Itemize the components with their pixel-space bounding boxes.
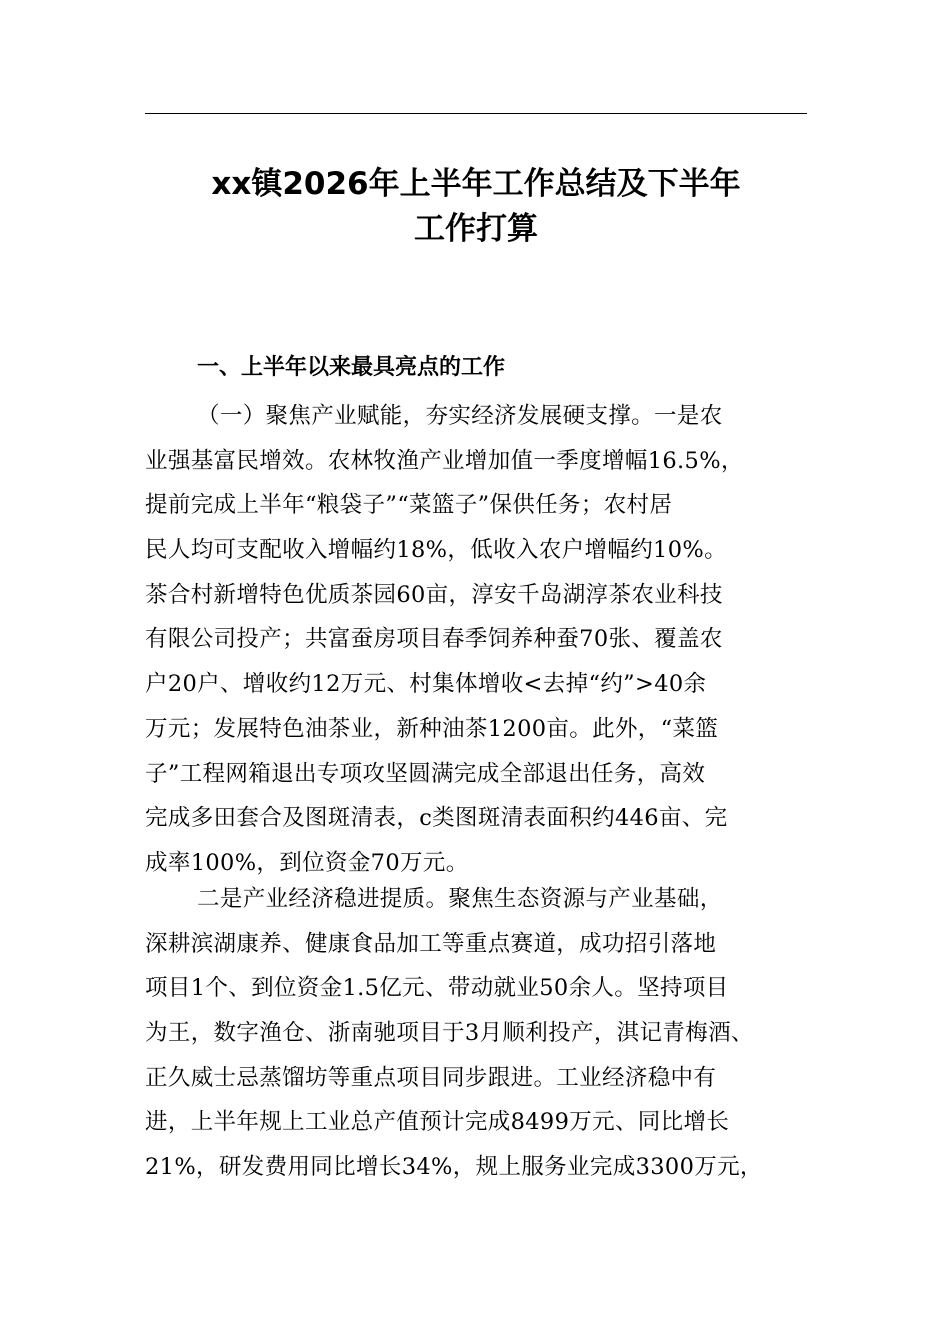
- paragraph-1: [145, 394, 815, 886]
- paragraph-2: [145, 877, 815, 1190]
- paragraph-line: 成率100%，到位资金70万元。: [145, 849, 469, 876]
- section-heading: 一、上半年以来最具亮点的工作: [197, 355, 506, 380]
- paragraph-line: 二是产业经济稳进提质。聚焦生态资源与产业基础，: [197, 886, 723, 912]
- paragraph-line: 为王，数字渔仓、浙南驰项目于3月顺利投产，淇记青梅酒、: [145, 1020, 754, 1047]
- document-title: [145, 162, 807, 252]
- paragraph-line: 民人均可支配收入增幅约18%，低收入农户增幅约10%。: [145, 537, 727, 564]
- header-rule: [145, 113, 807, 114]
- paragraph-line: 户20户、增收约12万元、村集体增收<去掉“约”>40余: [145, 671, 707, 698]
- paragraph-line: 有限公司投产；共富蚕房项目春季饲养种蚕70张、覆盖农: [145, 626, 723, 653]
- paragraph-line: 业强基富民增效。农林牧渔产业增加值一季度增幅16.5%，: [145, 447, 744, 474]
- paragraph-line: 完成多田套合及图斑清表，c类图斑清表面积约446亩、完: [145, 805, 728, 832]
- paragraph-line: 提前完成上半年“粮袋子”“菜篮子”保供任务；农村居: [145, 492, 673, 519]
- paragraph-line: 子”工程网箱退出专项攻坚圆满完成全部退出任务，高效: [145, 760, 706, 787]
- title-line-2: 工作打算: [414, 211, 538, 247]
- paragraph-line: 进，上半年规上工业总产值预计完成8499万元、同比增长: [145, 1109, 730, 1136]
- paragraph-line: 万元；发展特色油茶业，新种油茶1200亩。此外，“菜篮: [145, 715, 719, 742]
- paragraph-line: 项目1个、到位资金1.5亿元、带动就业50余人。坚持项目: [145, 975, 729, 1002]
- paragraph-line: 21%，研发费用同比增长34%，规上服务业完成3300万元，: [145, 1154, 763, 1181]
- paragraph-line: （一）聚焦产业赋能，夯实经济发展硬支撑。一是农: [197, 403, 723, 429]
- title-line-1: xx镇2026年上半年工作总结及下半年: [211, 166, 741, 202]
- paragraph-line: 茶合村新增特色优质茶园60亩，淳安千岛湖淳茶农业科技: [145, 581, 723, 608]
- paragraph-line: 正久威士忌蒸馏坊等重点项目同步跟进。工业经济稳中有: [145, 1064, 717, 1091]
- paragraph-line: 深耕滨湖康养、健康食品加工等重点赛道，成功招引落地: [145, 930, 717, 957]
